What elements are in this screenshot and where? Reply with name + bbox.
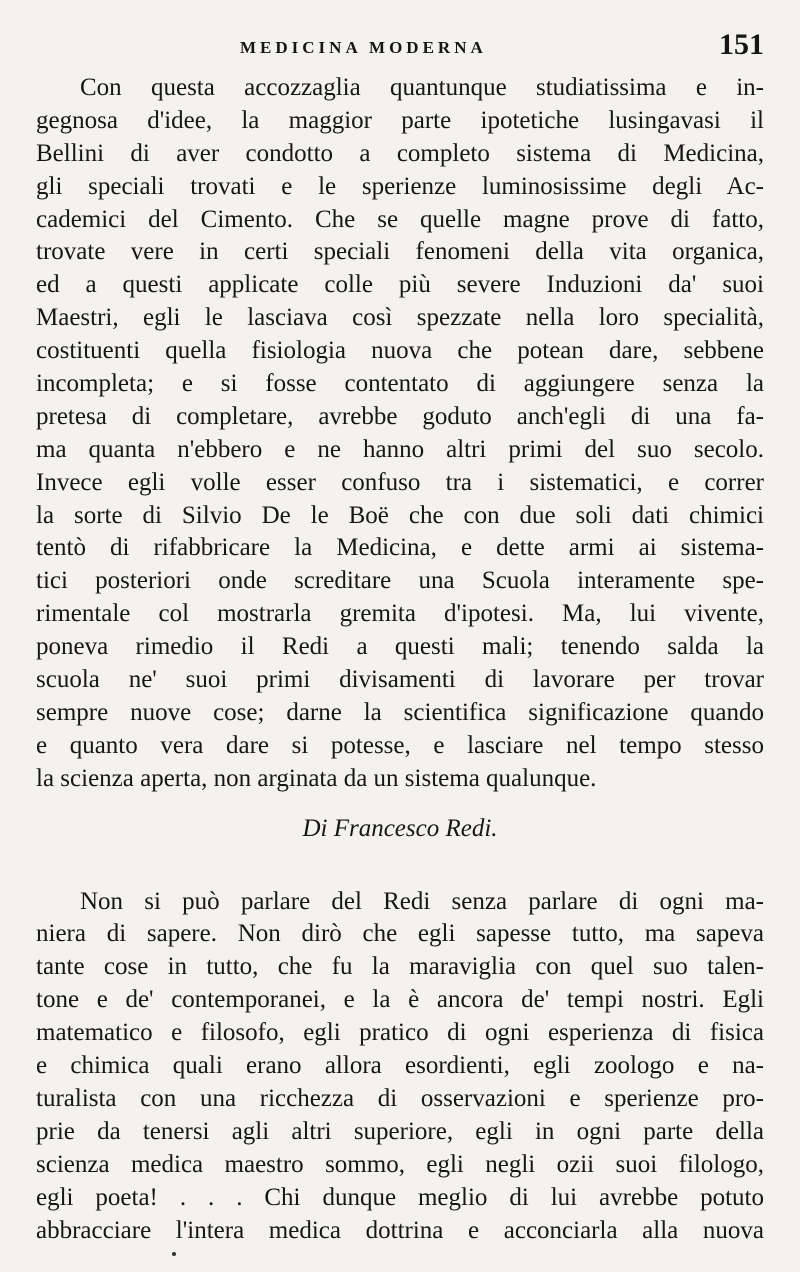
text-line: rimentale col mostrarla gremita d'ipotesi. Ma, lui vivente, [36,600,764,628]
text-line: tici posteriori onde screditare una Scuola interamente spe- [36,567,764,595]
text-line: prie da tenersi agli altri superiore, egli in ogni parte della [36,1117,764,1145]
page-number: 151 [719,28,764,61]
text-line: tentò di rifabbricare la Medicina, e dette armi ai sistema- [36,534,764,562]
text-line: Con questa accozzaglia quantunque studiatissima e in- [80,74,764,101]
text-line: costituenti quella fisiologia nuova che potean dare, sebbene [36,337,764,365]
text-line: e quanto vera dare si potesse, e lasciare nel tempo stesso [36,731,764,759]
text-line: cademici del Cimento. Che se quelle magne prove di fatto, [36,205,764,233]
text-line: tone e de' contemporanei, e la è ancora de' tempi nostri. Egli [36,986,764,1014]
page-header [40,28,764,64]
text-line: poneva rimedio il Redi a questi mali; tenendo salda la [36,633,764,661]
text-line: e chimica quali erano allora esordienti, egli zoologo e na- [36,1052,764,1080]
section-heading: Di Francesco Redi. [302,814,498,842]
text-line: gegnosa d'idee, la maggior parte ipotetiche lusingavasi il [36,106,764,134]
text-line: gli speciali trovati e le sperienze luminosissime degli Ac- [36,172,764,200]
text-line: trovate vere in certi speciali fenomeni della vita organica, [36,238,764,266]
text-line: pretesa di completare, avrebbe goduto anch'egli di una fa- [36,402,764,430]
text-line: scuola ne' suoi primi divisamenti di lavorare per trovar [36,666,764,694]
text-line: egli poeta! . . . Chi dunque meglio di lui avrebbe potuto [36,1183,764,1211]
text-line: scienza medica maestro sommo, egli negli ozii suoi filologo, [36,1150,764,1178]
text-line: Non si può parlare del Redi senza parlare di ogni ma- [80,887,764,915]
text-line: Bellini di aver condotto a completo sistema di Medicina, [36,139,764,167]
text-line: Invece egli volle esser confuso tra i sistematici, e correr [36,468,764,496]
text-line: la sorte di Silvio De le Boë che con due soli dati chimici [36,501,764,529]
text-line: tante cose in tutto, che fu la maraviglia con quel suo talen- [36,953,764,981]
text-line: ed a questi applicate colle più severe Induzioni da' suoi [36,271,764,299]
body-text [36,72,764,1247]
text-line: sempre nuove cose; darne la scientifica significazione quando [36,698,764,726]
text-line: turalista con una ricchezza di osservazioni e sperienze pro- [36,1084,764,1112]
running-title: MEDICINA MODERNA [240,38,487,57]
text-line: niera di sapere. Non dirò che egli sapesse tutto, ma sapeva [36,920,764,948]
text-line: Maestri, egli le lasciava così spezzate nella loro specialità, [36,304,764,332]
text-line: abbracciare l'intera medica dottrina e acconciarla alla nuova [36,1216,764,1244]
ink-speck [172,1252,176,1256]
text-line: incompleta; e si fosse contentato di aggiungere senza la [36,370,764,398]
text-line: matematico e filosofo, egli pratico di ogni esperienza di fisica [36,1019,764,1047]
text-line: ma quanta n'ebbero e ne hanno altri primi del suo secolo. [36,435,764,463]
text-line: la scienza aperta, non arginata da un sistema qualunque. [36,764,597,792]
